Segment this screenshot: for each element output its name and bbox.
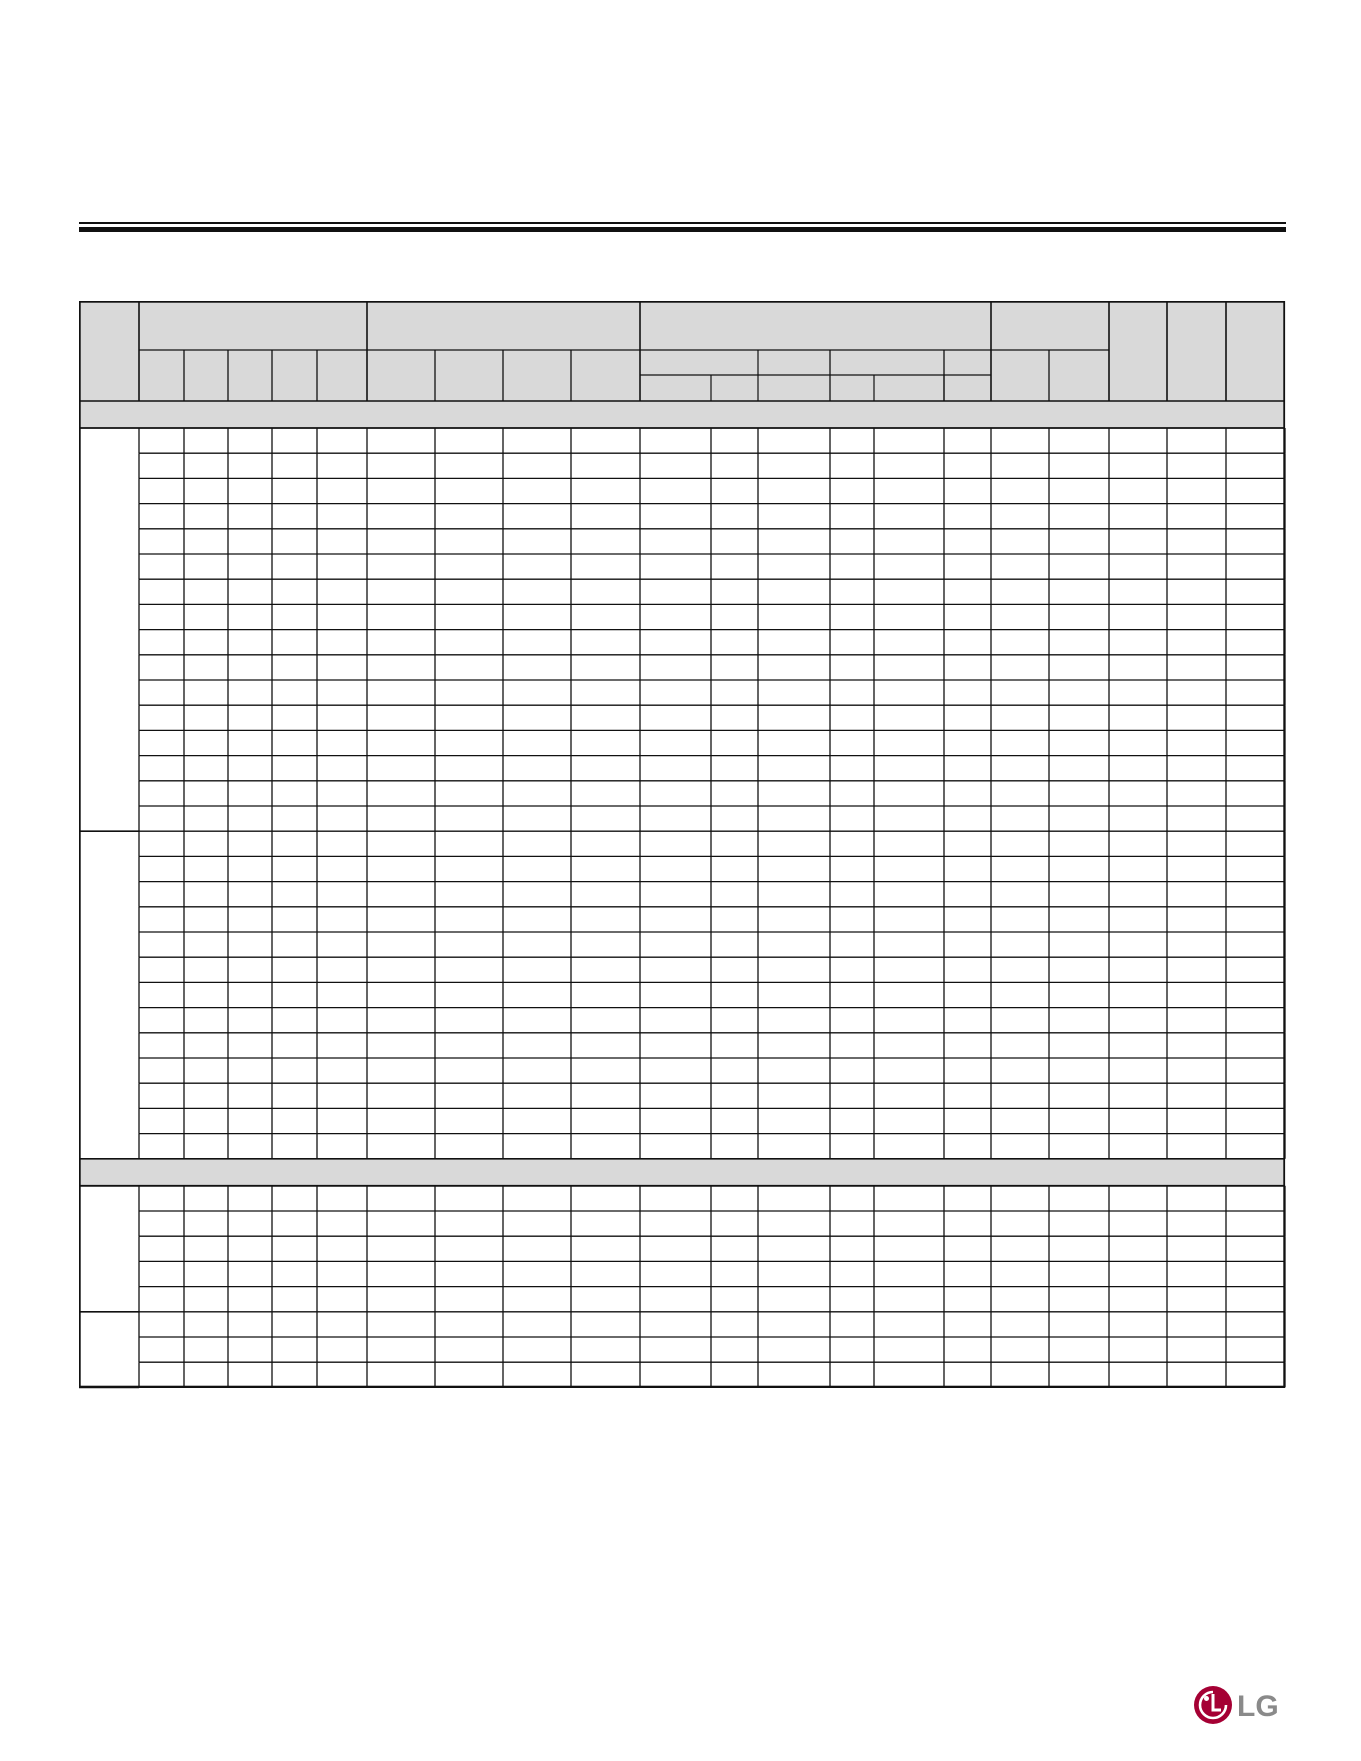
section-band — [79, 401, 1285, 428]
header-rule-thick — [79, 227, 1286, 232]
table-outer-border — [80, 302, 1284, 1387]
section-band — [79, 1159, 1285, 1186]
spec-table — [79, 301, 1287, 1390]
lg-logo — [1194, 1685, 1286, 1730]
header-rule-thin — [79, 222, 1286, 224]
header-background — [79, 301, 1285, 401]
logo-wordmark: LG — [1237, 1690, 1279, 1723]
logo-eye — [1204, 1696, 1209, 1701]
lg-logo-icon — [1194, 1685, 1286, 1725]
